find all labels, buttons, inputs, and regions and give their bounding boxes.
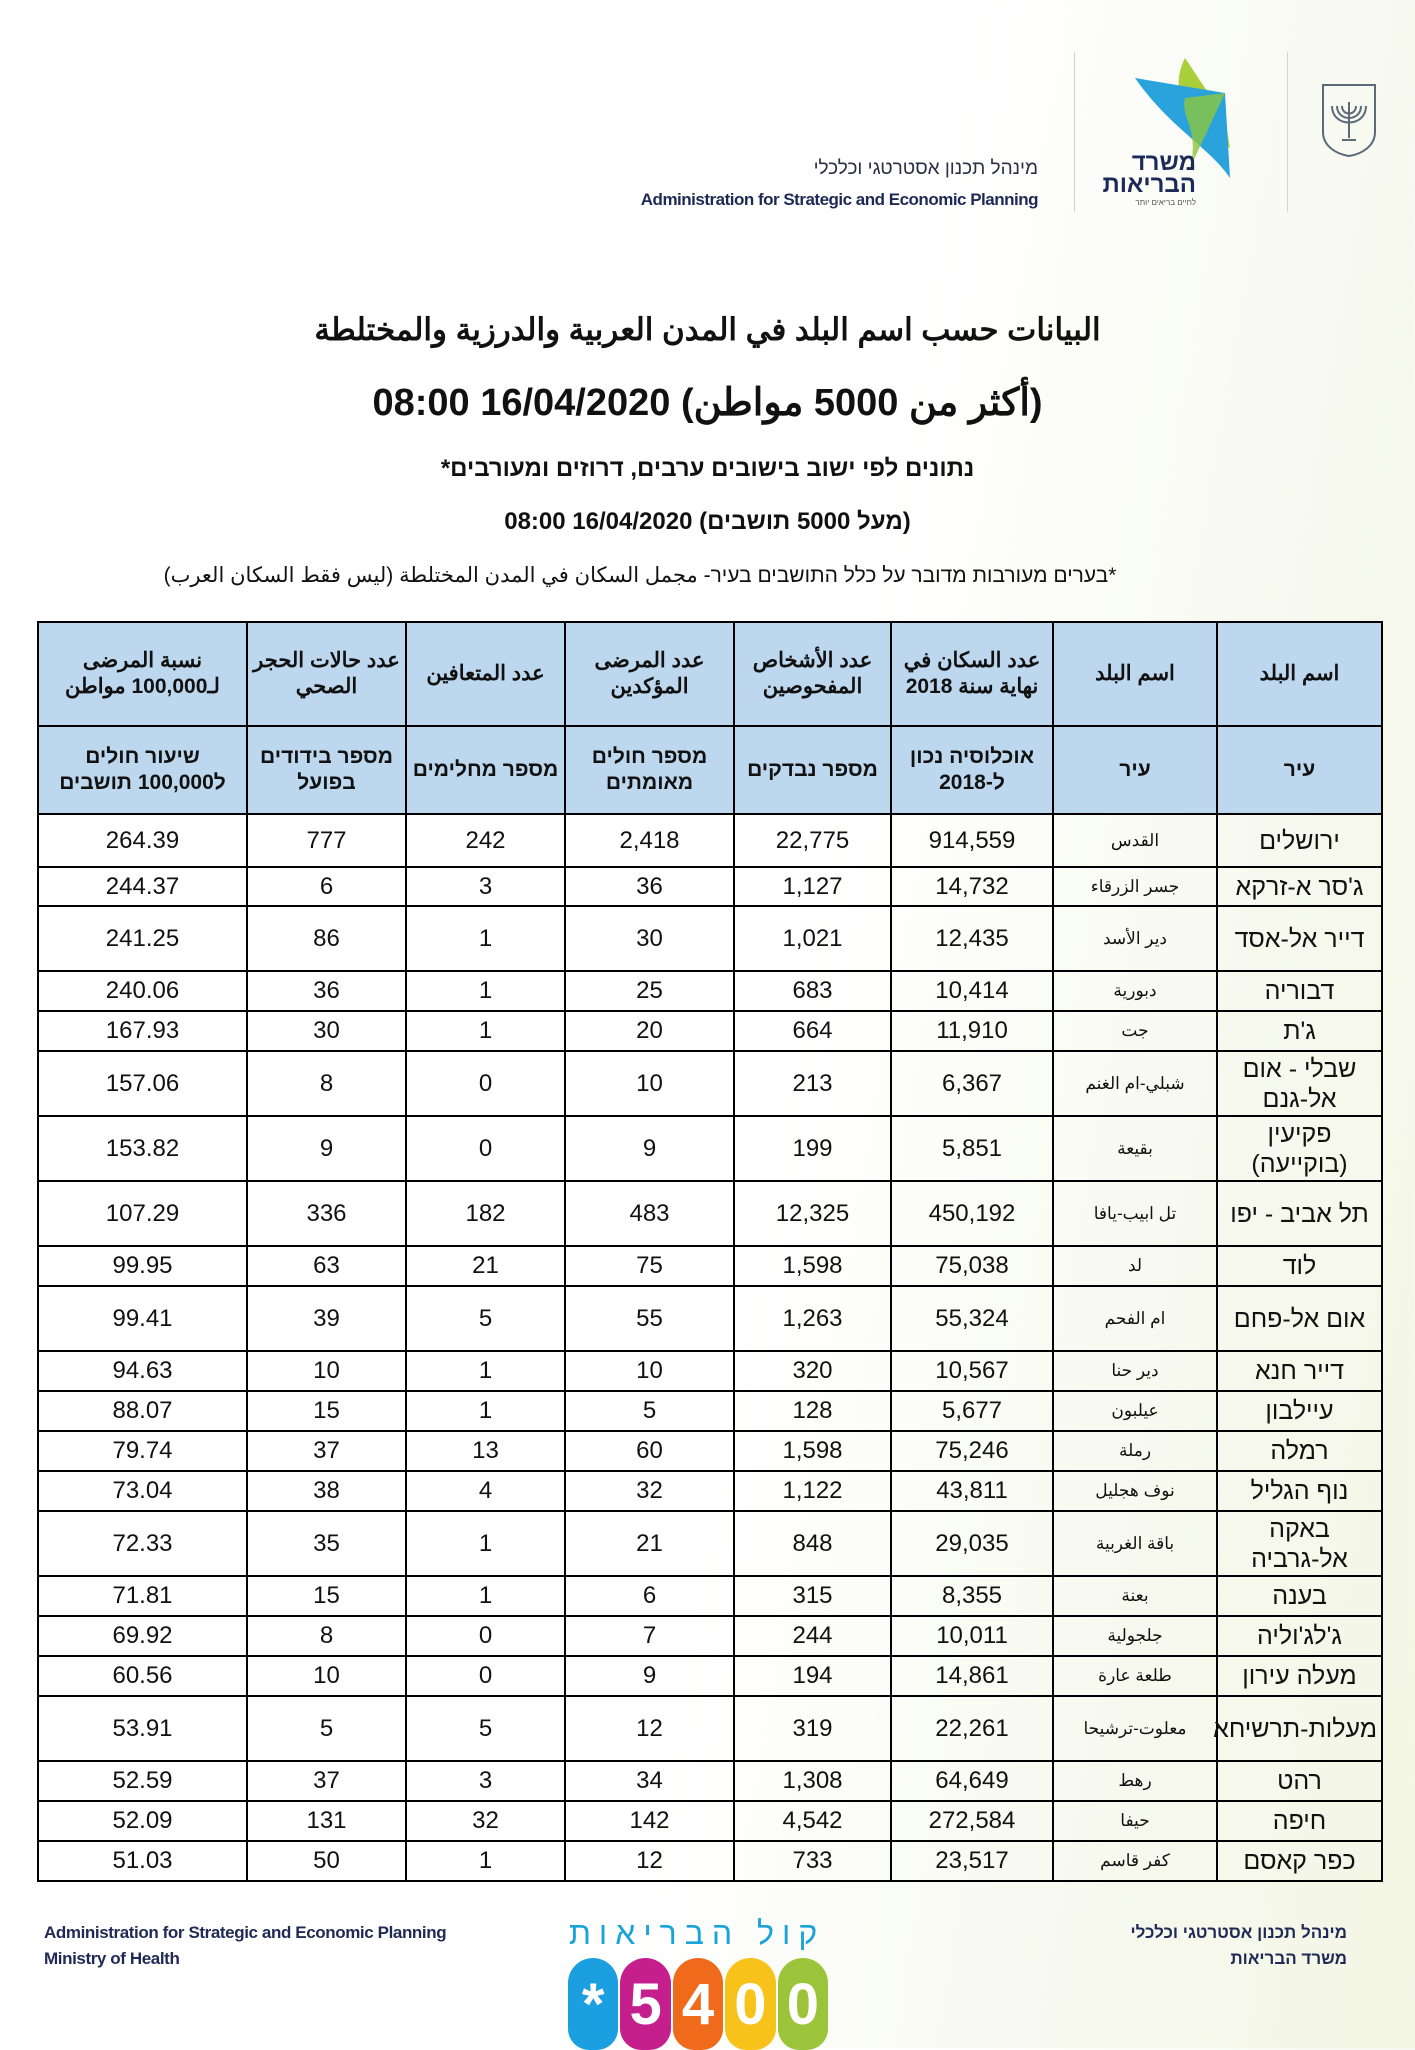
header-city-arabic: اسم البلد — [1053, 622, 1217, 726]
footer-hebrew-ministry: משרד הבריאות — [1230, 1949, 1347, 1968]
cell-city-arabic: جلجولية — [1053, 1616, 1217, 1656]
cell-rate-per-100k: 69.92 — [38, 1616, 247, 1656]
cell-tested: 213 — [734, 1051, 891, 1116]
cell-recovered: 0 — [406, 1051, 565, 1116]
cell-population-2018: 10,414 — [891, 971, 1053, 1011]
cell-confirmed: 7 — [565, 1616, 734, 1656]
cell-quarantine: 131 — [247, 1801, 406, 1841]
footer-english-admin: Administration for Strategic and Economic Planning — [44, 1923, 447, 1942]
cell-tested: 733 — [734, 1841, 891, 1881]
cell-rate-per-100k: 52.59 — [38, 1761, 247, 1801]
table-row — [38, 1116, 1382, 1181]
cell-rate-per-100k: 94.63 — [38, 1351, 247, 1391]
cell-city-arabic: شبلي-ام الغنم — [1053, 1051, 1217, 1116]
cell-tested: 128 — [734, 1391, 891, 1431]
header-recovered: מספר מחלימים — [406, 726, 565, 814]
cell-recovered: 1 — [406, 971, 565, 1011]
header-divider — [1074, 52, 1075, 212]
cell-confirmed: 10 — [565, 1351, 734, 1391]
cell-quarantine: 86 — [247, 906, 406, 971]
cell-confirmed: 6 — [565, 1576, 734, 1616]
cell-recovered: 4 — [406, 1471, 565, 1511]
cell-city-hebrew: לוד — [1217, 1246, 1382, 1286]
cell-city-hebrew: מעלה עירון — [1217, 1656, 1382, 1696]
cell-quarantine: 8 — [247, 1051, 406, 1116]
cell-tested: 319 — [734, 1696, 891, 1761]
cell-city-arabic: جت — [1053, 1011, 1217, 1051]
cell-city-hebrew: דייר אל-אסד — [1217, 906, 1382, 971]
cell-population-2018: 12,435 — [891, 906, 1053, 971]
cell-confirmed: 34 — [565, 1761, 734, 1801]
hebrew-title: נתונים לפי ישוב בישובים ערבים, דרוזים ומעורבים* — [440, 455, 975, 482]
table-row — [38, 1576, 1382, 1616]
table-row — [38, 1286, 1382, 1351]
cell-population-2018: 5,851 — [891, 1116, 1053, 1181]
cell-recovered: 1 — [406, 1391, 565, 1431]
cell-quarantine: 10 — [247, 1656, 406, 1696]
cell-rate-per-100k: 240.06 — [38, 971, 247, 1011]
cell-population-2018: 29,035 — [891, 1511, 1053, 1576]
cell-city-arabic: نوف هجليل — [1053, 1471, 1217, 1511]
cell-recovered: 1 — [406, 1841, 565, 1881]
cell-tested: 664 — [734, 1011, 891, 1051]
cell-city-hebrew: באקה אל-גרביה — [1217, 1511, 1382, 1576]
cell-population-2018: 5,677 — [891, 1391, 1053, 1431]
hebrew-subtitle: (מעל 5000 תושבים) 16/04/2020 08:00 — [504, 508, 911, 535]
table-row — [38, 1761, 1382, 1801]
cell-quarantine: 15 — [247, 1391, 406, 1431]
cell-recovered: 3 — [406, 1761, 565, 1801]
table-row — [38, 1471, 1382, 1511]
cell-rate-per-100k: 51.03 — [38, 1841, 247, 1881]
cell-rate-per-100k: 99.41 — [38, 1286, 247, 1351]
cell-city-arabic: عيلبون — [1053, 1391, 1217, 1431]
cell-city-hebrew: אום אל-פחם — [1217, 1286, 1382, 1351]
cell-rate-per-100k: 167.93 — [38, 1011, 247, 1051]
cell-city-hebrew: בענה — [1217, 1576, 1382, 1616]
cell-tested: 683 — [734, 971, 891, 1011]
cell-confirmed: 9 — [565, 1656, 734, 1696]
cell-tested: 194 — [734, 1656, 891, 1696]
cell-city-arabic: لد — [1053, 1246, 1217, 1286]
table-row — [38, 1351, 1382, 1391]
cell-city-hebrew: מעלות-תרשיחא — [1217, 1696, 1382, 1761]
cell-quarantine: 63 — [247, 1246, 406, 1286]
cell-confirmed: 12 — [565, 1696, 734, 1761]
cell-city-hebrew: תל אביב - יפו — [1217, 1181, 1382, 1246]
cell-city-hebrew: פקיעין (בוקייעה) — [1217, 1116, 1382, 1181]
cell-quarantine: 777 — [247, 814, 406, 867]
table-row — [38, 971, 1382, 1011]
header-recovered: عدد المتعافين — [406, 622, 565, 726]
cell-tested: 1,122 — [734, 1471, 891, 1511]
cell-city-hebrew: דייר חנא — [1217, 1351, 1382, 1391]
cell-quarantine: 38 — [247, 1471, 406, 1511]
cell-confirmed: 5 — [565, 1391, 734, 1431]
cell-rate-per-100k: 88.07 — [38, 1391, 247, 1431]
cell-confirmed: 25 — [565, 971, 734, 1011]
admin-hebrew-label: מינהל תכנון אסטרטגי וכלכלי — [813, 158, 1038, 179]
cell-population-2018: 75,038 — [891, 1246, 1053, 1286]
cell-confirmed: 32 — [565, 1471, 734, 1511]
cell-rate-per-100k: 241.25 — [38, 906, 247, 971]
cell-city-hebrew: כפר קאסם — [1217, 1841, 1382, 1881]
cell-population-2018: 55,324 — [891, 1286, 1053, 1351]
cell-tested: 1,263 — [734, 1286, 891, 1351]
cell-recovered: 1 — [406, 1576, 565, 1616]
cell-recovered: 13 — [406, 1431, 565, 1471]
table-row — [38, 1696, 1382, 1761]
cell-rate-per-100k: 79.74 — [38, 1431, 247, 1471]
city-data-table — [37, 621, 1383, 1882]
cell-population-2018: 43,811 — [891, 1471, 1053, 1511]
cell-recovered: 0 — [406, 1616, 565, 1656]
table-row — [38, 1511, 1382, 1576]
table-row — [38, 1801, 1382, 1841]
cell-tested: 199 — [734, 1116, 891, 1181]
footer-hebrew — [1131, 1920, 1347, 1972]
cell-confirmed: 60 — [565, 1431, 734, 1471]
header-rate-per-100k: שיעור חולים ל100,000 תושבים — [38, 726, 247, 814]
footer-english — [44, 1920, 446, 1972]
table-row — [38, 1391, 1382, 1431]
cell-population-2018: 10,011 — [891, 1616, 1053, 1656]
cell-quarantine: 6 — [247, 867, 406, 906]
cell-rate-per-100k: 73.04 — [38, 1471, 247, 1511]
cell-confirmed: 21 — [565, 1511, 734, 1576]
cell-city-hebrew: רמלה — [1217, 1431, 1382, 1471]
cell-city-hebrew: רהט — [1217, 1761, 1382, 1801]
cell-population-2018: 450,192 — [891, 1181, 1053, 1246]
cell-population-2018: 22,261 — [891, 1696, 1053, 1761]
header-confirmed: מספר חולים מאומתים — [565, 726, 734, 814]
table-row — [38, 814, 1382, 867]
header-population-2018: عدد السكان في نهاية سنة 2018 — [891, 622, 1053, 726]
cell-city-hebrew: דבוריה — [1217, 971, 1382, 1011]
cell-quarantine: 9 — [247, 1116, 406, 1181]
cell-tested: 12,325 — [734, 1181, 891, 1246]
cell-population-2018: 11,910 — [891, 1011, 1053, 1051]
cell-quarantine: 5 — [247, 1696, 406, 1761]
header-tested: מספר נבדקים — [734, 726, 891, 814]
header-confirmed: عدد المرضى المؤكدين — [565, 622, 734, 726]
cell-city-arabic: دير الأسد — [1053, 906, 1217, 971]
cell-city-arabic: جسر الزرقاء — [1053, 867, 1217, 906]
cell-rate-per-100k: 60.56 — [38, 1656, 247, 1696]
table-row — [38, 1246, 1382, 1286]
cell-recovered: 1 — [406, 1351, 565, 1391]
cell-population-2018: 914,559 — [891, 814, 1053, 867]
cell-city-arabic: باقة الغربية — [1053, 1511, 1217, 1576]
cell-quarantine: 336 — [247, 1181, 406, 1246]
cell-quarantine: 15 — [247, 1576, 406, 1616]
cell-recovered: 0 — [406, 1656, 565, 1696]
cell-tested: 1,598 — [734, 1431, 891, 1471]
cell-tested: 848 — [734, 1511, 891, 1576]
cell-city-arabic: معلوت-ترشيحا — [1053, 1696, 1217, 1761]
cell-city-hebrew: עיילבון — [1217, 1391, 1382, 1431]
cell-tested: 1,308 — [734, 1761, 891, 1801]
cell-recovered: 32 — [406, 1801, 565, 1841]
cell-city-arabic: ام الفحم — [1053, 1286, 1217, 1351]
cell-city-hebrew: שבלי - אום אל-גנם — [1217, 1051, 1382, 1116]
cell-confirmed: 30 — [565, 906, 734, 971]
header-tested: عدد الأشخاص المفحوصين — [734, 622, 891, 726]
cell-rate-per-100k: 53.91 — [38, 1696, 247, 1761]
cell-city-arabic: رهط — [1053, 1761, 1217, 1801]
cell-recovered: 5 — [406, 1286, 565, 1351]
header-quarantine: عدد حالات الحجر الصحي — [247, 622, 406, 726]
table-row — [38, 1011, 1382, 1051]
table-row — [38, 1841, 1382, 1881]
table-row — [38, 1656, 1382, 1696]
cell-tested: 4,542 — [734, 1801, 891, 1841]
header-row-hebrew — [38, 726, 1382, 814]
header-city-arabic: עיר — [1053, 726, 1217, 814]
cell-recovered: 5 — [406, 1696, 565, 1761]
hotline-title: קול הבריאות — [568, 1915, 826, 1951]
header-city-hebrew: עיר — [1217, 726, 1382, 814]
cell-rate-per-100k: 71.81 — [38, 1576, 247, 1616]
cell-city-hebrew: ג'לג'וליה — [1217, 1616, 1382, 1656]
cell-city-arabic: بقيعة — [1053, 1116, 1217, 1181]
cell-population-2018: 272,584 — [891, 1801, 1053, 1841]
cell-tested: 1,127 — [734, 867, 891, 906]
cell-population-2018: 23,517 — [891, 1841, 1053, 1881]
cell-recovered: 1 — [406, 1511, 565, 1576]
ministry-logo-tagline: לחיים בריאים יותר — [1135, 198, 1196, 207]
cell-city-hebrew: ג'ת — [1217, 1011, 1382, 1051]
cell-confirmed: 10 — [565, 1051, 734, 1116]
cell-quarantine: 35 — [247, 1511, 406, 1576]
cell-city-hebrew: נוף הגליל — [1217, 1471, 1382, 1511]
cell-city-arabic: تل ابيب-يافا — [1053, 1181, 1217, 1246]
arabic-subtitle: (أكثر من 5000 مواطن) 16/04/2020 08:00 — [372, 382, 1043, 424]
table-row — [38, 1181, 1382, 1246]
cell-city-arabic: طلعة عارة — [1053, 1656, 1217, 1696]
header-row-arabic — [38, 622, 1382, 726]
cell-recovered: 1 — [406, 1011, 565, 1051]
cell-city-hebrew: ירושלים — [1217, 814, 1382, 867]
state-emblem-icon — [1320, 82, 1378, 158]
cell-confirmed: 12 — [565, 1841, 734, 1881]
hotline-digit: 4 — [673, 1958, 723, 2050]
cell-recovered: 3 — [406, 867, 565, 906]
cell-city-arabic: حيفا — [1053, 1801, 1217, 1841]
cell-rate-per-100k: 72.33 — [38, 1511, 247, 1576]
table-row — [38, 1051, 1382, 1116]
header-divider — [1287, 52, 1288, 212]
cell-rate-per-100k: 107.29 — [38, 1181, 247, 1246]
cell-confirmed: 20 — [565, 1011, 734, 1051]
hotline-digit: * — [568, 1958, 618, 2050]
cell-confirmed: 142 — [565, 1801, 734, 1841]
hotline-5400-logo — [568, 1958, 828, 2050]
cell-quarantine: 30 — [247, 1011, 406, 1051]
cell-population-2018: 14,861 — [891, 1656, 1053, 1696]
footer-english-ministry: Ministry of Health — [44, 1949, 180, 1968]
cell-quarantine: 36 — [247, 971, 406, 1011]
header-quarantine: מספר בידודים בפועל — [247, 726, 406, 814]
cell-tested: 315 — [734, 1576, 891, 1616]
cell-confirmed: 36 — [565, 867, 734, 906]
cell-rate-per-100k: 99.95 — [38, 1246, 247, 1286]
cell-quarantine: 10 — [247, 1351, 406, 1391]
cell-recovered: 242 — [406, 814, 565, 867]
ministry-logo-text: משרד הבריאות — [1102, 149, 1196, 198]
cell-city-hebrew: ג'סר א-זרקא — [1217, 867, 1382, 906]
cell-quarantine: 8 — [247, 1616, 406, 1656]
cell-population-2018: 8,355 — [891, 1576, 1053, 1616]
cell-confirmed: 9 — [565, 1116, 734, 1181]
footer-hebrew-admin: מינהל תכנון אסטרטגי וכלכלי — [1130, 1923, 1347, 1942]
cell-city-arabic: دير حنا — [1053, 1351, 1217, 1391]
table-row — [38, 906, 1382, 971]
cell-population-2018: 6,367 — [891, 1051, 1053, 1116]
cell-recovered: 0 — [406, 1116, 565, 1181]
cell-recovered: 1 — [406, 906, 565, 971]
cell-tested: 22,775 — [734, 814, 891, 867]
mixed-cities-note: *בערים מעורבות מדובר על כלל התושבים בעיר- مجمل السكان في المدن المختلطة (ليس فقط السكان العرب) — [163, 564, 1117, 587]
hotline-digit: 0 — [725, 1958, 775, 2050]
cell-quarantine: 37 — [247, 1431, 406, 1471]
cell-rate-per-100k: 153.82 — [38, 1116, 247, 1181]
cell-quarantine: 39 — [247, 1286, 406, 1351]
cell-tested: 320 — [734, 1351, 891, 1391]
cell-city-hebrew: חיפה — [1217, 1801, 1382, 1841]
cell-recovered: 182 — [406, 1181, 565, 1246]
table-row — [38, 1616, 1382, 1656]
cell-confirmed: 75 — [565, 1246, 734, 1286]
header-rate-per-100k: نسبة المرضى لـ100,000 مواطن — [38, 622, 247, 726]
hotline-digit: 5 — [620, 1958, 670, 2050]
cell-confirmed: 2,418 — [565, 814, 734, 867]
arabic-title: البيانات حسب اسم البلد في المدن العربية والدرزية والمختلطة — [314, 312, 1101, 347]
cell-rate-per-100k: 264.39 — [38, 814, 247, 867]
cell-population-2018: 75,246 — [891, 1431, 1053, 1471]
cell-city-arabic: دبورية — [1053, 971, 1217, 1011]
table-row — [38, 1431, 1382, 1471]
cell-city-arabic: كفر قاسم — [1053, 1841, 1217, 1881]
cell-population-2018: 10,567 — [891, 1351, 1053, 1391]
cell-confirmed: 55 — [565, 1286, 734, 1351]
header-population-2018: אוכלוסיה נכון ל-2018 — [891, 726, 1053, 814]
header-city-hebrew: اسم البلد — [1217, 622, 1382, 726]
cell-rate-per-100k: 157.06 — [38, 1051, 247, 1116]
cell-tested: 244 — [734, 1616, 891, 1656]
cell-tested: 1,021 — [734, 906, 891, 971]
cell-population-2018: 14,732 — [891, 867, 1053, 906]
cell-confirmed: 483 — [565, 1181, 734, 1246]
cell-city-arabic: رملة — [1053, 1431, 1217, 1471]
cell-population-2018: 64,649 — [891, 1761, 1053, 1801]
cell-quarantine: 50 — [247, 1841, 406, 1881]
cell-rate-per-100k: 52.09 — [38, 1801, 247, 1841]
cell-city-arabic: القدس — [1053, 814, 1217, 867]
hotline-digit: 0 — [778, 1958, 828, 2050]
cell-tested: 1,598 — [734, 1246, 891, 1286]
cell-quarantine: 37 — [247, 1761, 406, 1801]
cell-recovered: 21 — [406, 1246, 565, 1286]
cell-city-arabic: بعنة — [1053, 1576, 1217, 1616]
table-row — [38, 867, 1382, 906]
admin-english-label: Administration for Strategic and Economic Planning — [640, 190, 1038, 209]
cell-rate-per-100k: 244.37 — [38, 867, 247, 906]
